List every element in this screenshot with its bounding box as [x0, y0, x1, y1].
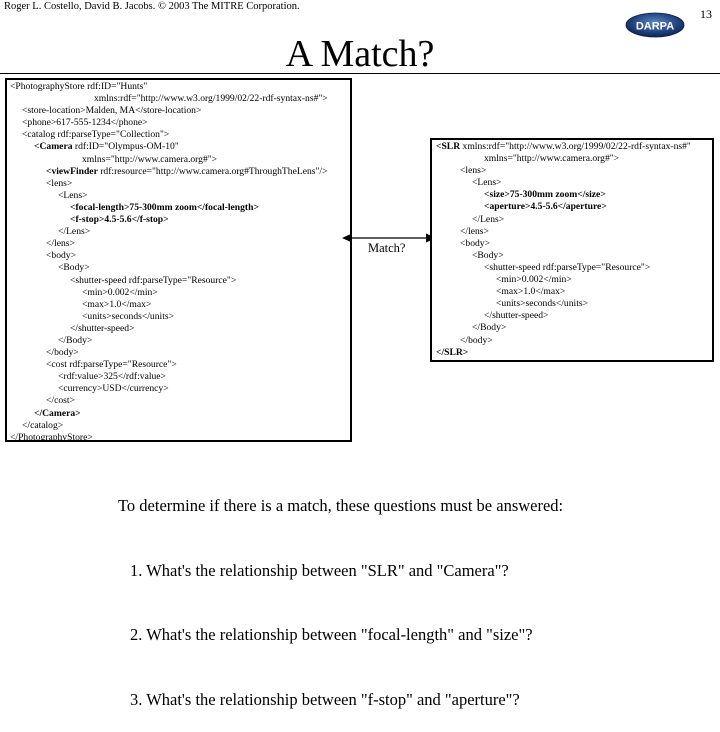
- rdf-code-line: </lens>: [460, 225, 489, 237]
- slide-title: A Match?: [285, 33, 435, 75]
- rdf-code-line: <Lens>: [58, 189, 88, 201]
- rdf-code-line: </Lens>: [472, 213, 505, 225]
- rdf-code-line: <cost rdf:parseType="Resource">: [46, 359, 177, 371]
- rdf-code-line: <SLR xmlns:rdf="http://www.w3.org/1999/02/22-rdf-syntax-ns#": [436, 141, 691, 152]
- darpa-logo-text: DARPA: [635, 20, 675, 33]
- rdf-code-line: <viewFinder rdf:resource="http://www.camera.org#ThroughTheLens"/>: [46, 165, 328, 177]
- rdf-code-line: </shutter-speed>: [70, 322, 135, 334]
- rdf-code-line: <lens>: [460, 165, 487, 177]
- photography-store-rdf-code: [10, 81, 328, 444]
- rdf-code-line: <max>1.0</max>: [496, 286, 566, 298]
- page-number: 13: [700, 7, 712, 21]
- rdf-code-line: <shutter-speed rdf:parseType="Resource">: [484, 261, 651, 273]
- rdf-code-line: <max>1.0</max>: [82, 298, 152, 310]
- rdf-code-line: </catalog>: [22, 419, 64, 431]
- rdf-code-line: </body>: [46, 347, 79, 359]
- rdf-code-line: <rdf:value>325</rdf:value>: [58, 371, 166, 383]
- rdf-code-line: <min>0.002</min>: [496, 274, 572, 286]
- rdf-code-line: </Body>: [472, 322, 507, 334]
- rdf-code-line: </Lens>: [58, 226, 91, 238]
- rdf-code-line: </lens>: [46, 238, 75, 250]
- rdf-code-line: <shutter-speed rdf:parseType="Resource">: [70, 274, 237, 286]
- rdf-code-line: </PhotographyStore>: [10, 431, 93, 443]
- rdf-code-line: <store-location>Malden, MA</store-location>: [22, 105, 202, 117]
- rdf-code-line: <Body>: [58, 262, 90, 274]
- rdf-code-line: <body>: [460, 237, 491, 249]
- question-item: 1. What's the relationship between "SLR" and "Camera"?: [130, 560, 509, 580]
- questions-block: [118, 452, 563, 732]
- match-label: Match?: [368, 241, 406, 255]
- author-credit: Roger L. Costello, David B. Jacobs. © 2003 The MITRE Corporation.: [4, 1, 300, 12]
- rdf-code-line: xmlns="http://www.camera.org#">: [484, 153, 620, 165]
- rdf-code-line: </Camera>: [34, 407, 81, 419]
- rdf-code-line: <catalog rdf:parseType="Collection">: [22, 129, 170, 141]
- rdf-code-line: </shutter-speed>: [484, 310, 549, 322]
- rdf-code-line: <f-stop>4.5-5.6</f-stop>: [70, 214, 169, 226]
- rdf-code-line: <Camera rdf:ID="Olympus-OM-10": [34, 141, 179, 153]
- rdf-code-line: <units>seconds</units>: [496, 298, 588, 310]
- rdf-code-line: xmlns="http://www.camera.org#">: [82, 153, 218, 165]
- rdf-code-line: <lens>: [46, 177, 73, 189]
- rdf-code-line: <focal-length>75-300mm zoom</focal-length>: [70, 201, 259, 213]
- title-divider: [0, 73, 720, 74]
- slr-rdf-code: [436, 141, 691, 359]
- rdf-code-line: </cost>: [46, 395, 75, 407]
- rdf-code-line: <size>75-300mm zoom</size>: [484, 189, 606, 201]
- rdf-code-line: </Body>: [58, 334, 93, 346]
- rdf-code-line: <min>0.002</min>: [82, 286, 158, 298]
- rdf-code-line: <phone>617-555-1234</phone>: [22, 117, 148, 129]
- rdf-code-line: <aperture>4.5-5.6</aperture>: [484, 201, 607, 213]
- question-item: 2. What's the relationship between "focal-length" and "size"?: [130, 625, 533, 644]
- rdf-code-line: <Lens>: [472, 177, 502, 189]
- rdf-code-line: <currency>USD</currency>: [58, 383, 169, 395]
- rdf-code-line: </SLR>: [436, 346, 469, 358]
- rdf-code-line: <PhotographyStore rdf:ID="Hunts": [10, 81, 148, 92]
- rdf-code-line: <units>seconds</units>: [82, 310, 174, 322]
- question-item: 3. What's the relationship between "f-stop" and "aperture"?: [130, 689, 520, 709]
- rdf-code-line: <body>: [46, 250, 77, 262]
- rdf-code-line: <Body>: [472, 249, 504, 261]
- questions-intro: To determine if there is a match, these questions must be answered:: [118, 496, 564, 515]
- rdf-code-line: xmlns:rdf="http://www.w3.org/1999/02/22-rdf-syntax-ns#">: [94, 93, 328, 105]
- rdf-code-line: </body>: [460, 334, 493, 346]
